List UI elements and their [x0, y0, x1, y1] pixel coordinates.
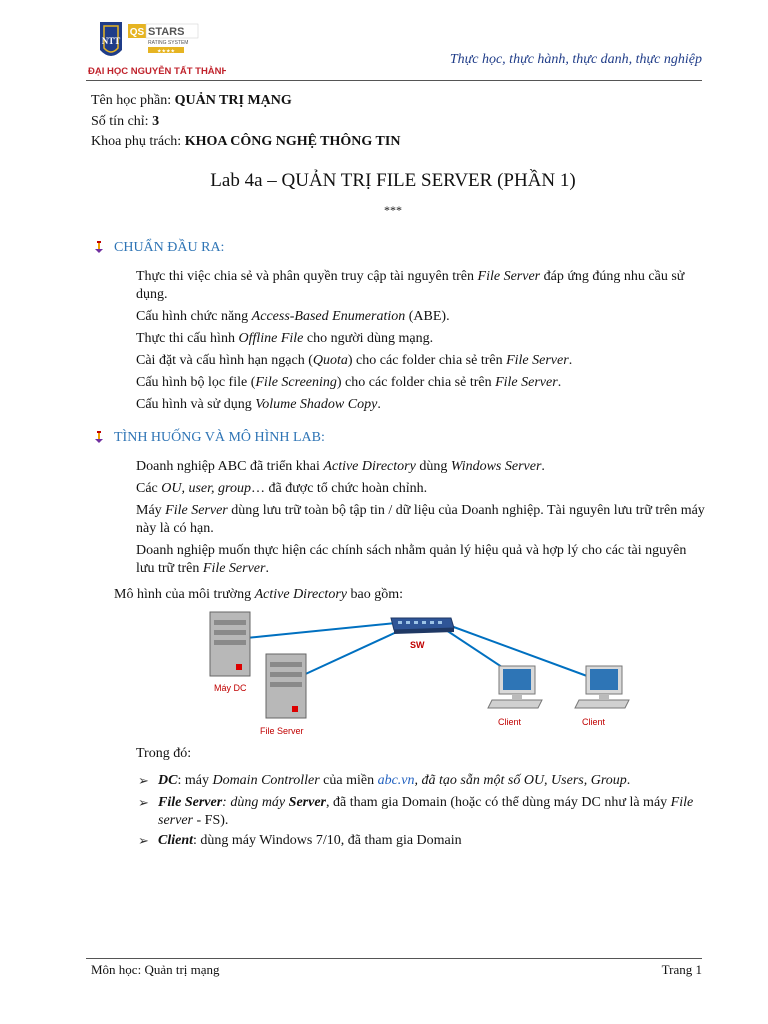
department-value: KHOA CÔNG NGHỆ THÔNG TIN — [184, 134, 401, 149]
outcome-item: Cấu hình và sử dụng Volume Shadow Copy. — [136, 397, 381, 412]
credits-value: 3 — [152, 114, 160, 129]
pushpin-icon — [92, 431, 106, 445]
switch-label: SW — [410, 640, 425, 650]
link-dc-switch — [246, 623, 396, 638]
scenario-item: Doanh nghiệp muốn thực hiện các chính sách nhằm quản lý hiệu quả và hợp lý cho các tài nguyên lưu trữ trên File Server. — [136, 543, 687, 576]
svg-text:RATING SYSTEM: RATING SYSTEM — [148, 40, 189, 46]
network-diagram — [196, 608, 646, 738]
footer-divider — [86, 958, 702, 959]
credits-label: Số tín chỉ: — [91, 114, 153, 129]
arrow-bullet-icon: ➢ — [138, 795, 149, 810]
outcome-item: Thực thi việc chia sẻ và phân quyền truy cập tài nguyên trên File Server đáp ứng đúng nhu cầu sử dụng. — [136, 269, 685, 302]
outcome-item: Thực thi cấu hình Offline File cho người dùng mạng. — [136, 331, 434, 346]
legend-intro: Trong đó: — [136, 746, 192, 761]
client-computer-icon — [488, 666, 542, 708]
scenario-heading — [92, 430, 325, 446]
client2-label: Client — [582, 717, 606, 727]
legend-item-client: ➢ Client: dùng máy Windows 7/10, đã tham gia Domain — [138, 833, 462, 848]
svg-text:★★★★: ★★★★ — [157, 48, 175, 55]
header-divider — [86, 80, 702, 81]
arrow-bullet-icon: ➢ — [138, 773, 149, 788]
svg-text:STARS: STARS — [148, 26, 185, 38]
title-separator: *** — [384, 203, 402, 217]
client-computer-icon — [575, 666, 629, 708]
outcome-item: Cấu hình chức năng Access-Based Enumeration (ABE). — [136, 309, 450, 324]
outcomes-heading-text: CHUẨN ĐẦU RA: — [114, 240, 225, 255]
outcome-item: Cấu hình bộ lọc file (File Screening) cho các folder chia sẻ trên File Server. — [136, 375, 562, 390]
dc-label: Máy DC — [214, 683, 247, 693]
course-name-line — [91, 93, 292, 109]
university-motto: Thực học, thực hành, thực danh, thực nghiệp — [449, 52, 702, 67]
scenario-item: Các OU, user, group… đã được tổ chức hoàn chỉnh. — [136, 481, 428, 496]
course-value: QUẢN TRỊ MẠNG — [174, 93, 292, 108]
legend-item-file-server: ➢ File Server: dùng máy Server, đã tham gia Domain (hoặc có thể dùng máy DC như là máy File server - FS). — [138, 795, 694, 828]
arrow-bullet-icon: ➢ — [138, 833, 149, 848]
scenario-item: Máy File Server dùng lưu trữ toàn bộ tập tin / dữ liệu của Doanh nghiệp. Tài nguyên lưu trữ trên máy này là có hạn. — [136, 503, 705, 536]
university-logo — [86, 20, 226, 80]
scenario-item: Doanh nghiệp ABC đã triển khai Active Directory dùng Windows Server. — [136, 459, 545, 474]
credits-line — [91, 114, 159, 130]
file-server-icon — [266, 654, 306, 718]
course-label: Tên học phần: — [91, 93, 175, 108]
model-intro: Mô hình của môi trường Active Directory bao gồm: — [114, 587, 403, 602]
file-server-label: File Server — [260, 726, 304, 736]
pushpin-icon — [92, 241, 106, 255]
legend-item-dc: ➢ DC: máy Domain Controller của miền abc.vn, đã tạo sẵn một số OU, Users, Group. — [138, 773, 631, 788]
svg-text:ĐẠI HỌC NGUYỄN TẤT THÀNH: ĐẠI HỌC NGUYỄN TẤT THÀNH — [88, 66, 226, 77]
outcomes-heading — [92, 240, 224, 256]
footer-subject: Môn học: Quản trị mạng — [91, 962, 220, 977]
lab-title: Lab 4a – QUẢN TRỊ FILE SERVER (PHẦN 1) — [210, 170, 576, 191]
outcome-item: Cài đặt và cấu hình hạn ngạch (Quota) cho các folder chia sẻ trên File Server. — [136, 353, 573, 368]
dc-server-icon — [210, 612, 250, 676]
department-label: Khoa phụ trách: — [91, 134, 185, 149]
department-line — [91, 134, 400, 150]
logo-graphic — [86, 20, 226, 80]
client1-label: Client — [498, 717, 522, 727]
scenario-heading-text: TÌNH HUỐNG VÀ MÔ HÌNH LAB: — [114, 430, 325, 445]
svg-text:NTT: NTT — [101, 36, 121, 46]
page-number: Trang 1 — [661, 962, 702, 977]
switch-icon — [391, 618, 454, 634]
svg-text:QS: QS — [129, 27, 145, 38]
